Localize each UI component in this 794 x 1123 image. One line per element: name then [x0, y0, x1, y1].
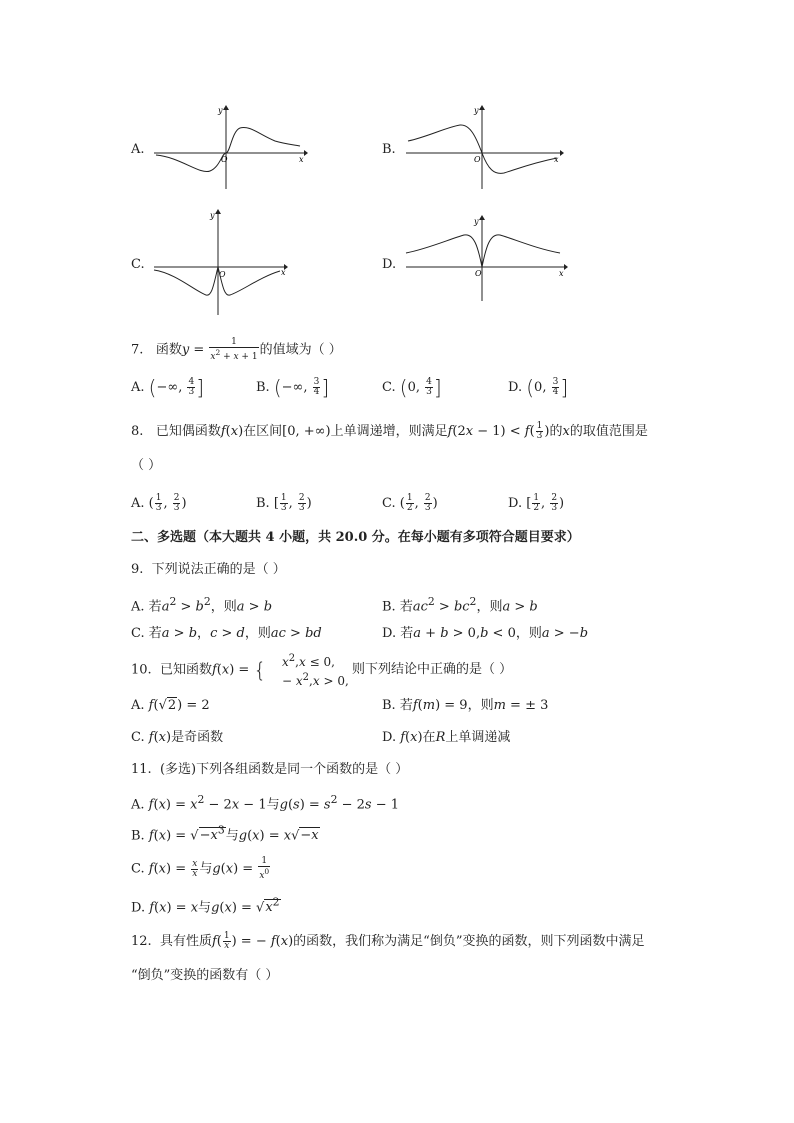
q7-option-c: C. (0, $\frac{4}{3}$ ] — [382, 375, 442, 400]
graph-a — [150, 103, 310, 193]
graph-option-a-label: A. — [131, 142, 145, 157]
q11-option-d: D. f(x) = x与$g(x) = √x^2$ — [131, 896, 280, 916]
q8-paren: （ ） — [131, 458, 162, 473]
q9-option-b: B. 若$ac^2 > bc^2$，则a > b — [382, 595, 538, 615]
q10-text-after: 则下列结论中正确的是（ ） — [352, 662, 513, 677]
section-2-heading: 二、多选题（本大题共 4 小题，共 20.0 分。在每小题有多项符合题目要求） — [131, 530, 580, 545]
q7-text-after: 的值域为（ ） — [259, 342, 342, 358]
graph-b — [402, 103, 567, 193]
graph-d — [402, 213, 572, 303]
q8-option-d: D. [ $\frac{1}{2}$ , $\frac{2}{3}$ ) — [508, 493, 565, 513]
q10-option-b: B. 若f(m) = 9，则m = ± 3 — [382, 698, 549, 713]
graph-b-y-label: y — [474, 106, 479, 115]
question-8: 8. 已知偶函数f(x)在区间[0, +∞)上单调递增，则满足f(2x − 1) < f( $\frac{1}{3}$ )的x的取值范围是 — [131, 421, 648, 441]
graph-d-x-label: x — [559, 269, 564, 278]
q10-option-a: A. f(√2) = 2 — [131, 698, 210, 713]
question-12: 12. 具有性质f( $\frac{1}{x}$ ) = − f(x)的函数，我们称为满足“倒负”变换的函数，则下列函数中满足 — [131, 931, 645, 951]
graph-a-y-label: y — [218, 106, 223, 115]
q11-option-c: C. f(x) = $\frac{x}{x}$ 与g(x) = $\frac{1}{x^0}$ — [131, 856, 270, 881]
graph-b-origin: O — [474, 155, 481, 164]
graph-a-origin: O — [221, 155, 228, 164]
graph-b-x-label: x — [554, 155, 559, 164]
q9-option-a: A. 若$a^2 > b^2$，则a > b — [131, 595, 273, 615]
graph-c — [150, 207, 295, 317]
q11-option-a: A. $f(x) = x^2 - 2x - 1$与$g(s) = s^2 - 2s - 1$ — [131, 793, 400, 813]
graph-option-b-label: B. — [382, 142, 396, 157]
question-10: 10. 已知函数f(x) = { — [131, 658, 267, 682]
q7-text-before: 函数 — [155, 342, 182, 358]
question-9: 9. 下列说法正确的是（ ） — [131, 562, 286, 577]
graph-a-x-label: x — [299, 155, 304, 164]
q10-option-d: D. f(x)在R上单调递减 — [382, 730, 511, 745]
q12-line-2: “倒负”变换的函数有（ ） — [131, 968, 279, 983]
graph-d-origin: O — [475, 269, 482, 278]
q7-option-d: D. (0, $\frac{3}{4}$ ] — [508, 375, 569, 400]
q7-option-a: A. (−∞, $\frac{4}{3}$ ] — [131, 375, 205, 400]
question-11: 11. (多选)下列各组函数是同一个函数的是（ ） — [131, 762, 409, 777]
graph-option-c-label: C. — [131, 257, 145, 272]
graph-c-y-label: y — [210, 211, 215, 220]
q9-option-c: C. 若a > b，c > d，则ac > bd — [131, 626, 322, 641]
graph-c-x-label: x — [281, 268, 286, 277]
graph-d-y-label: y — [474, 217, 479, 226]
graph-c-origin: O — [219, 270, 226, 279]
q9-option-d: D. 若a + b > 0,b < 0，则a > −b — [382, 626, 589, 641]
q10-piecewise: $x^2,x \le 0$, − $x^2,x > 0$, — [282, 653, 349, 688]
q11-option-b: B. $f(x) = √-x^3$与g(x) = x√−x — [131, 824, 319, 844]
q7-number: 7. — [131, 342, 144, 358]
question-7: 7. 函数y = $\frac{1}{x^2 + x + 1}$ 的值域为（ ） — [131, 337, 342, 362]
q8-option-a: A. ( $\frac{1}{3}$ , $\frac{2}{3}$ ) — [131, 493, 187, 513]
q10-option-c: C. f(x)是奇函数 — [131, 730, 224, 745]
graph-option-d-label: D. — [382, 257, 397, 272]
q7-option-b: B. (−∞, $\frac{3}{4}$ ] — [256, 375, 330, 400]
q8-option-c: C. ( $\frac{1}{2}$ , $\frac{2}{3}$ ) — [382, 493, 438, 513]
q8-option-b: B. [ $\frac{1}{3}$ , $\frac{2}{3}$ ) — [256, 493, 312, 513]
